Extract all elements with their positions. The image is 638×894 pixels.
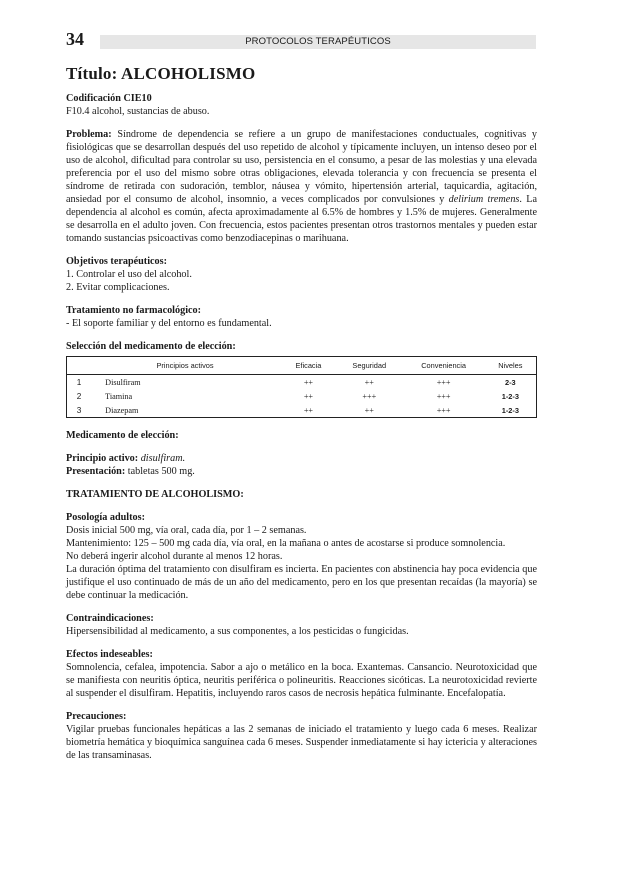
objetivo-item: 1. Controlar el uso del alcohol.: [66, 269, 192, 280]
row-conveniencia: +++: [436, 391, 451, 401]
no-farmacologico-text: - El soporte familiar y del entorno es fundamental.: [66, 318, 272, 329]
posologia-line: Dosis inicial 500 mg, vía oral, cada día, por 1 – 2 semanas.: [66, 525, 307, 536]
header-number: [67, 357, 92, 375]
principio-value: disulfiram.: [140, 453, 186, 464]
precauciones-heading: Precauciones:: [66, 711, 127, 722]
codificacion-heading: Codificación CIE10: [66, 93, 152, 104]
posologia-line: No deberá ingerir alcohol durante al menos 12 horas.: [66, 551, 283, 562]
page-header: [66, 29, 536, 49]
table-row: [67, 389, 537, 403]
table-row: [67, 403, 537, 418]
contraindicaciones-heading: Contraindicaciones:: [66, 613, 154, 624]
row-number: 1: [76, 377, 82, 387]
page-number: 34: [66, 29, 84, 49]
row-number: 3: [67, 403, 92, 418]
precauciones-section: [66, 710, 537, 762]
contraindicaciones-text: Hipersensibilidad al medicamento, a sus componentes, a los pesticidas o fungicidas.: [66, 626, 409, 637]
posologia-section: [66, 511, 537, 602]
no-farmacologico-heading: Tratamiento no farmacológico:: [66, 305, 202, 316]
header-eficacia: Eficacia: [281, 357, 336, 375]
document-content: [66, 64, 537, 772]
medicamento-eleccion-section: [66, 429, 537, 442]
row-eficacia: ++: [303, 377, 314, 387]
row-eficacia: ++: [281, 403, 336, 418]
row-seguridad: +++: [362, 391, 377, 401]
posologia-heading: Posología adultos:: [66, 512, 145, 523]
row-conveniencia: +++: [436, 377, 451, 387]
header-niveles: Niveles: [485, 357, 537, 375]
tratamiento-heading: TRATAMIENTO DE ALCOHOLISMO:: [66, 489, 244, 500]
row-seguridad: ++: [364, 377, 374, 387]
contraindicaciones-section: [66, 612, 537, 638]
problema-text-2: . La dependencia al alcohol es común, afecta aproximadamente al 6.5% de hombres y 1.5% de mujeres. Generalmente se desarrolla en el adulto joven. Con frecuencia, estos pacientes presentan otros trastornos mentales y pueden estar tomando sustancias psicoactivas como benzodiacepinas o marihuana.: [66, 194, 537, 244]
codificacion-text: F10.4 alcohol, sustancias de abuso.: [66, 106, 210, 117]
row-principio: Disulfiram: [105, 377, 141, 387]
codificacion-section: [66, 92, 537, 118]
medicamento-eleccion-heading: Medicamento de elección:: [66, 430, 179, 441]
running-header-band: [100, 35, 536, 49]
presentacion-label: Presentación:: [66, 466, 126, 477]
row-niveles: 1-2-3: [485, 403, 537, 418]
precauciones-text: Vigilar pruebas funcionales hepáticas a las 2 semanas de iniciado el tratamiento y luego cada 6 meses. Realizar biometría hemática y bioquímica sanguínea cada 6 meses. Suspender inmediatamente si hay ictericia y alteraciones de las transaminasas.: [66, 724, 537, 761]
principio-label: Principio activo:: [66, 453, 139, 464]
efectos-text: Somnolencia, cefalea, impotencia. Sabor a ajo o metálico en la boca. Exantemas. Cansancio. Neurotoxicidad que se manifiesta con neuritis óptica, neuritis periférica o polineuritis. Reacciones sicóticas. La neurotoxicidad revierte al suspender el disulfiram. Hepatitis, incluyendo raros casos de necrosis hepática fulminante. Encefalopatía.: [66, 662, 537, 699]
row-conveniencia: +++: [403, 403, 485, 418]
problema-text-1: Síndrome de dependencia se refiere a un grupo de manifestaciones conductuales, cognitivas y fisiológicas que se desarrollan después del uso repetido de alcohol y típicamente incluyen, un intenso deseo por el uso de alcohol, dificultad para controlar su uso, persistencia en el consumo, a pesar de las molestias y una elevada preferencia por el uso del mismo sobre otras obligaciones, elevada tolerancia y con frecuencia se presenta el síndrome de retirada con sudoración, temblor, náusea y vómito, hipertensión arterial, taquicardia, agitación, ansiedad por el consumo de alcohol, insomnio, a veces complicados por convulsiones y: [66, 129, 537, 205]
problema-label: Problema:: [66, 129, 112, 140]
efectos-section: [66, 648, 537, 700]
posologia-line: La duración óptima del tratamiento con disulfiram es incierta. En pacientes con abstinencia hay poca evidencia que justifique el uso continuado de más de un año del medicamento, pero en los que presentan recaídas (la mayoría) se debe continuar la medicación.: [66, 564, 537, 601]
header-conveniencia: Conveniencia: [403, 357, 485, 375]
table-row: [67, 375, 537, 390]
objetivo-item: 2. Evitar complicaciones.: [66, 282, 170, 293]
table-header-row: [67, 357, 537, 375]
problema-italic: delirium tremens: [448, 194, 520, 205]
principio-section: [66, 452, 537, 478]
row-niveles: 2-3: [504, 377, 516, 387]
no-farmacologico-section: [66, 304, 537, 330]
row-principio: Diazepam: [91, 403, 281, 418]
row-seguridad: ++: [336, 403, 403, 418]
efectos-heading: Efectos indeseables:: [66, 649, 153, 660]
running-title: PROTOCOLOS TERAPÉUTICOS: [245, 36, 391, 47]
row-principio: Tiamina: [105, 391, 133, 401]
header-principios: Principios activos: [91, 357, 281, 375]
objetivos-section: [66, 255, 537, 294]
objetivos-heading: Objetivos terapéuticos:: [66, 256, 168, 267]
header-seguridad: Seguridad: [336, 357, 403, 375]
problema-section: [66, 128, 537, 245]
tratamiento-section: [66, 488, 537, 501]
medication-table: [66, 356, 537, 418]
document-title: Título: ALCOHOLISMO: [66, 64, 256, 83]
posologia-line: Mantenimiento: 125 – 500 mg cada día, vía oral, en la mañana o antes de acostarse si produce somnolencia.: [66, 538, 506, 549]
row-number: 2: [76, 391, 82, 401]
row-eficacia: ++: [303, 391, 314, 401]
seleccion-heading: Selección del medicamento de elección:: [66, 341, 236, 352]
seleccion-section: [66, 340, 537, 353]
presentacion-value: tabletas 500 mg.: [127, 466, 195, 477]
row-niveles: 1-2-3: [501, 391, 519, 401]
